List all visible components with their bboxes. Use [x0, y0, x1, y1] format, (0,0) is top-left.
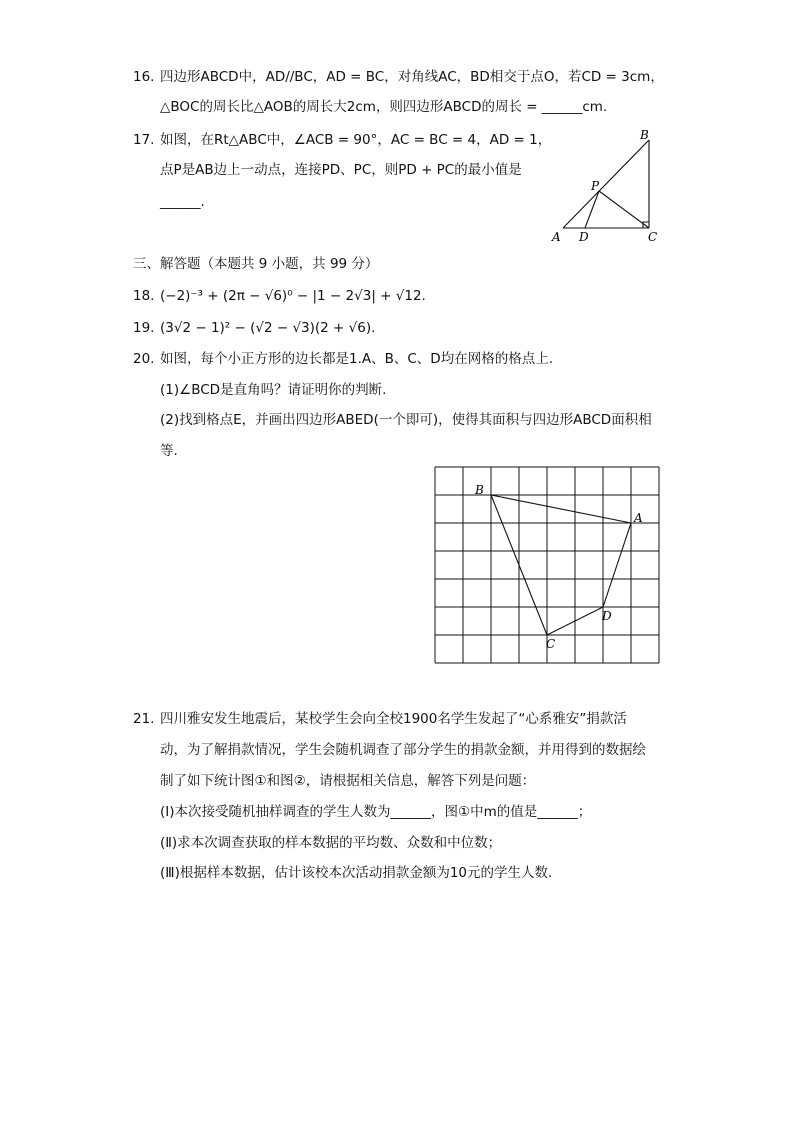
label-c: C — [648, 230, 658, 244]
q16-line-2: △BOC的周长比△AOB的周长大2cm，则四边形ABCD的周长 = ______cm. — [160, 99, 608, 115]
section-3-heading: 三、解答题（本题共 9 小题，共 99 分） — [133, 256, 379, 272]
q20-part-1: (1)∠BCD是直角吗？请证明你的判断. — [160, 382, 387, 398]
q20-part-2b: 等. — [160, 443, 178, 459]
label-d: D — [579, 230, 589, 244]
q17-line-1: 如图，在Rt△ABC中，∠ACB = 90°，AC = BC = 4，AD = 1， — [160, 132, 552, 148]
label-p: P — [591, 179, 600, 193]
segment-ab — [563, 140, 649, 228]
q20-part-2a: (2)找到格点E，并画出四边形ABED(一个即可)，使得其面积与四边形ABCD面积相 — [160, 412, 652, 428]
q20-grid-figure — [430, 462, 662, 672]
segment-pd — [585, 191, 599, 228]
q17-line-2: 点P是AB边上一动点，连接PD、PC，则PD + PC的最小值是 — [160, 162, 522, 178]
label-a: A — [552, 230, 561, 244]
label-b: B — [640, 128, 649, 142]
q21-line-1: 四川雅安发生地震后，某校学生会向全校1900名学生发起了“心系雅安”捐款活 — [160, 711, 627, 727]
question-number-17: 17. — [133, 132, 155, 148]
q19-expression: (3√2 − 1)² − (√2 − √3)(2 + √6). — [160, 320, 376, 336]
q17-line-3: ______. — [160, 194, 205, 210]
q21-part-1: (Ⅰ)本次接受随机抽样调查的学生人数为______，图①中m的值是______； — [160, 804, 592, 820]
segment-pc — [599, 191, 649, 228]
q18-expression: (−2)⁻³ + (2π − √6)⁰ − |1 − 2√3| + √12. — [160, 288, 426, 304]
grid-label-d: D — [602, 609, 612, 623]
q16-line-1: 四边形ABCD中，AD//BC，AD = BC，对角线AC，BD相交于点O，若CD = 3cm， — [160, 69, 664, 85]
q21-line-2: 动，为了解捐款情况，学生会随机调查了部分学生的捐款金额，并用得到的数据绘 — [160, 742, 646, 758]
question-number-16: 16. — [133, 69, 155, 85]
question-number-18: 18. — [133, 288, 155, 304]
grid-label-b: B — [475, 483, 484, 497]
q17-triangle-figure — [548, 124, 668, 246]
q21-line-3: 制了如下统计图①和图②，请根据相关信息，解答下列是问题： — [160, 773, 536, 789]
q21-part-3: (Ⅲ)根据样本数据，估计该校本次活动捐款金额为10元的学生人数. — [160, 865, 553, 881]
q20-line-1: 如图，每个小正方形的边长都是1.A、B、C、D均在网格的格点上. — [160, 351, 553, 367]
question-number-21: 21. — [133, 711, 155, 727]
q21-part-2: (Ⅱ)求本次调查获取的样本数据的平均数、众数和中位数； — [160, 835, 502, 851]
grid-label-a: A — [634, 511, 643, 525]
question-number-19: 19. — [133, 320, 155, 336]
grid-label-c: C — [546, 637, 556, 651]
question-number-20: 20. — [133, 351, 155, 367]
